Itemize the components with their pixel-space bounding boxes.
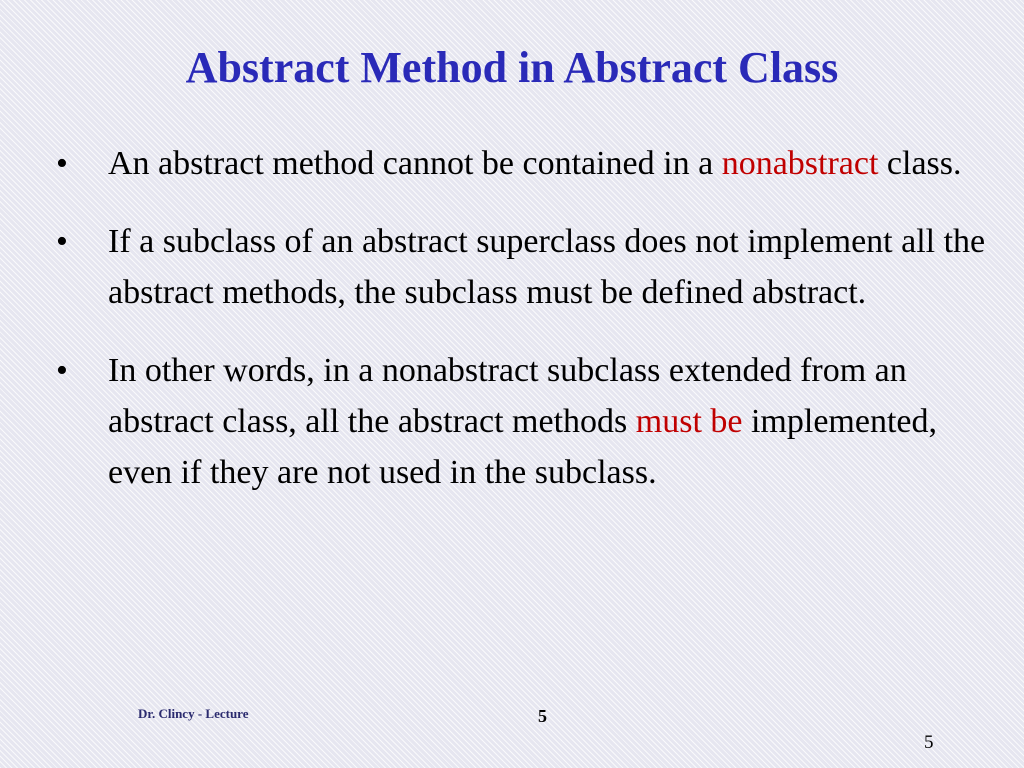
slide-title: Abstract Method in Abstract Class — [185, 43, 839, 92]
emphasis-text: must be — [635, 403, 743, 440]
page-number: 5 — [924, 732, 934, 753]
bullet-text-segment: If a subclass of an abstract superclass does not implement all the abstract methods, the subclass must be defined abstract. — [108, 223, 986, 311]
footer-center-page: 5 — [538, 706, 547, 726]
bullet-text-segment: In other words, in a nonabstract subclass extended from an abstract class, all the abstract methods — [108, 352, 907, 440]
bullet-item-2 — [56, 216, 986, 318]
footer-author: Dr. Clincy - Lecture — [138, 706, 249, 721]
emphasis-text: nonabstract — [721, 145, 879, 182]
bullet-list — [56, 138, 986, 525]
bullet-text-segment: An abstract method cannot be contained in a — [108, 145, 722, 182]
bullet-item-1 — [56, 138, 986, 189]
bullet-text-segment: implemented, even if they are not used in the subclass. — [108, 403, 937, 491]
bullet-marker: • — [56, 145, 68, 182]
bullet-text-segment: class. — [878, 145, 962, 182]
bullet-marker: • — [56, 223, 68, 260]
bullet-marker: • — [56, 352, 68, 389]
bullet-item-3 — [56, 345, 986, 498]
